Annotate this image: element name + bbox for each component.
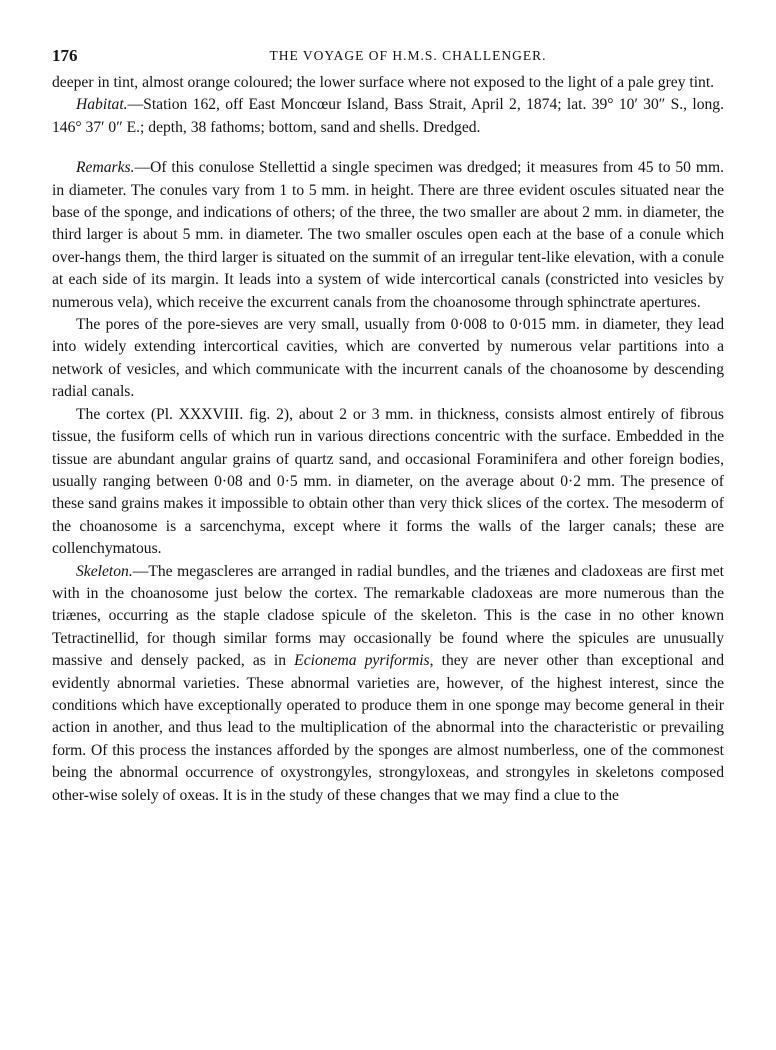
species-name: Ecionema pyriformis <box>294 652 430 670</box>
paragraph-color-continuation: deeper in tint, almost orange coloured; the lower surface where not exposed to the light of a pale grey tint. <box>52 74 715 91</box>
paragraph-pores: The pores of the pore-sieves are very small, usually from 0·008 to 0·015 mm. in diameter, they lead into widely extending intercortical cavities, which are converted by numerous velar partitions into a network of vesicles, and which communicate with the incurrent canals of the choanosome by descending radial canals. <box>52 316 724 401</box>
remarks-heading: Remarks. <box>76 159 135 177</box>
paragraph-remarks <box>52 157 724 314</box>
paragraph-habitat <box>52 94 724 139</box>
skeleton-text-after: , they are never other than exceptional and evidently abnormal varieties. These abnormal varieties are, however, of the highest interest, since the conditions which have exceptionally operated to produce them in one sponge may become general in their action in another, and thus lead to the multiplication of the abnormal into the characteristic or prevailing form. Of this process the instances afforded by the sponges are almost numberless, one of the commonest being the abnormal occurrence of oxystrongyles, strongyloxeas, and strongyles in skeletons composed other-wise solely of oxeas. It is in the study of these changes that we may find a clue to the <box>52 652 724 804</box>
remarks-text: —Of this conulose Stellettid a single specimen was dredged; it measures from 45 to 50 mm. in diameter. The conules vary from 1 to 5 mm. in height. There are three evident oscules situated near the base of the sponge, and indications of others; of the three, the two smaller are about 2 mm. in diameter, the third larger is about 5 mm. in diameter. The two smaller oscules open each at the base of a conule which over-hangs them, the third larger is situated on the summit of an irregular tent-like elevation, with a conule at each side of its margin. It leads into a system of wide intercortical canals (constricted into vesicles by numerous vela), which receive the excurrent canals from the choanosome through sphinctrate apertures. <box>52 159 724 311</box>
paragraph-cortex: The cortex (Pl. XXXVIII. fig. 2), about 2 or 3 mm. in thickness, consists almost entirely of fibrous tissue, the fusiform cells of which run in various directions concentric with the surface. Embedded in the tissue are abundant angular grains of quartz sand, and occasional Foraminifera and other foreign bodies, usually ranging between 0·08 and 0·5 mm. in diameter, on the average about 0·2 mm. The presence of these sand grains makes it impossible to obtain other than very thick slices of the cortex. The mesoderm of the choanosome is a sarcenchyma, except where it forms the walls of the larger canals; these are collenchymatous. <box>52 405 724 558</box>
skeleton-text-before: —The megascleres are arranged in radial bundles, and the triænes and cladoxeas are first met with in the choanosome just below the cortex. The remarkable cladoxeas are more numerous than the triænes, occurring as the staple cladose spicule of the skeleton. This is the case in no other known Tetractinellid, for though similar forms may occasionally be found where the spicules are unusually massive and densely packed, as in <box>52 562 724 670</box>
section-spacer <box>52 139 724 157</box>
skeleton-heading: Skeleton. <box>76 562 133 580</box>
running-head <box>52 44 724 72</box>
page <box>52 44 724 807</box>
habitat-text: —Station 162, off East Moncœur Island, Bass Strait, April 2, 1874; lat. 39° 10′ 30″ S., long. 146° 37′ 0″ E.; depth, 38 fathoms; bottom, sand and shells. Dredged. <box>52 96 724 136</box>
page-number: 176 <box>52 46 78 65</box>
paragraph-skeleton <box>52 561 724 807</box>
running-title: THE VOYAGE OF H.M.S. CHALLENGER. <box>269 48 547 63</box>
habitat-heading: Habitat. <box>76 96 128 114</box>
